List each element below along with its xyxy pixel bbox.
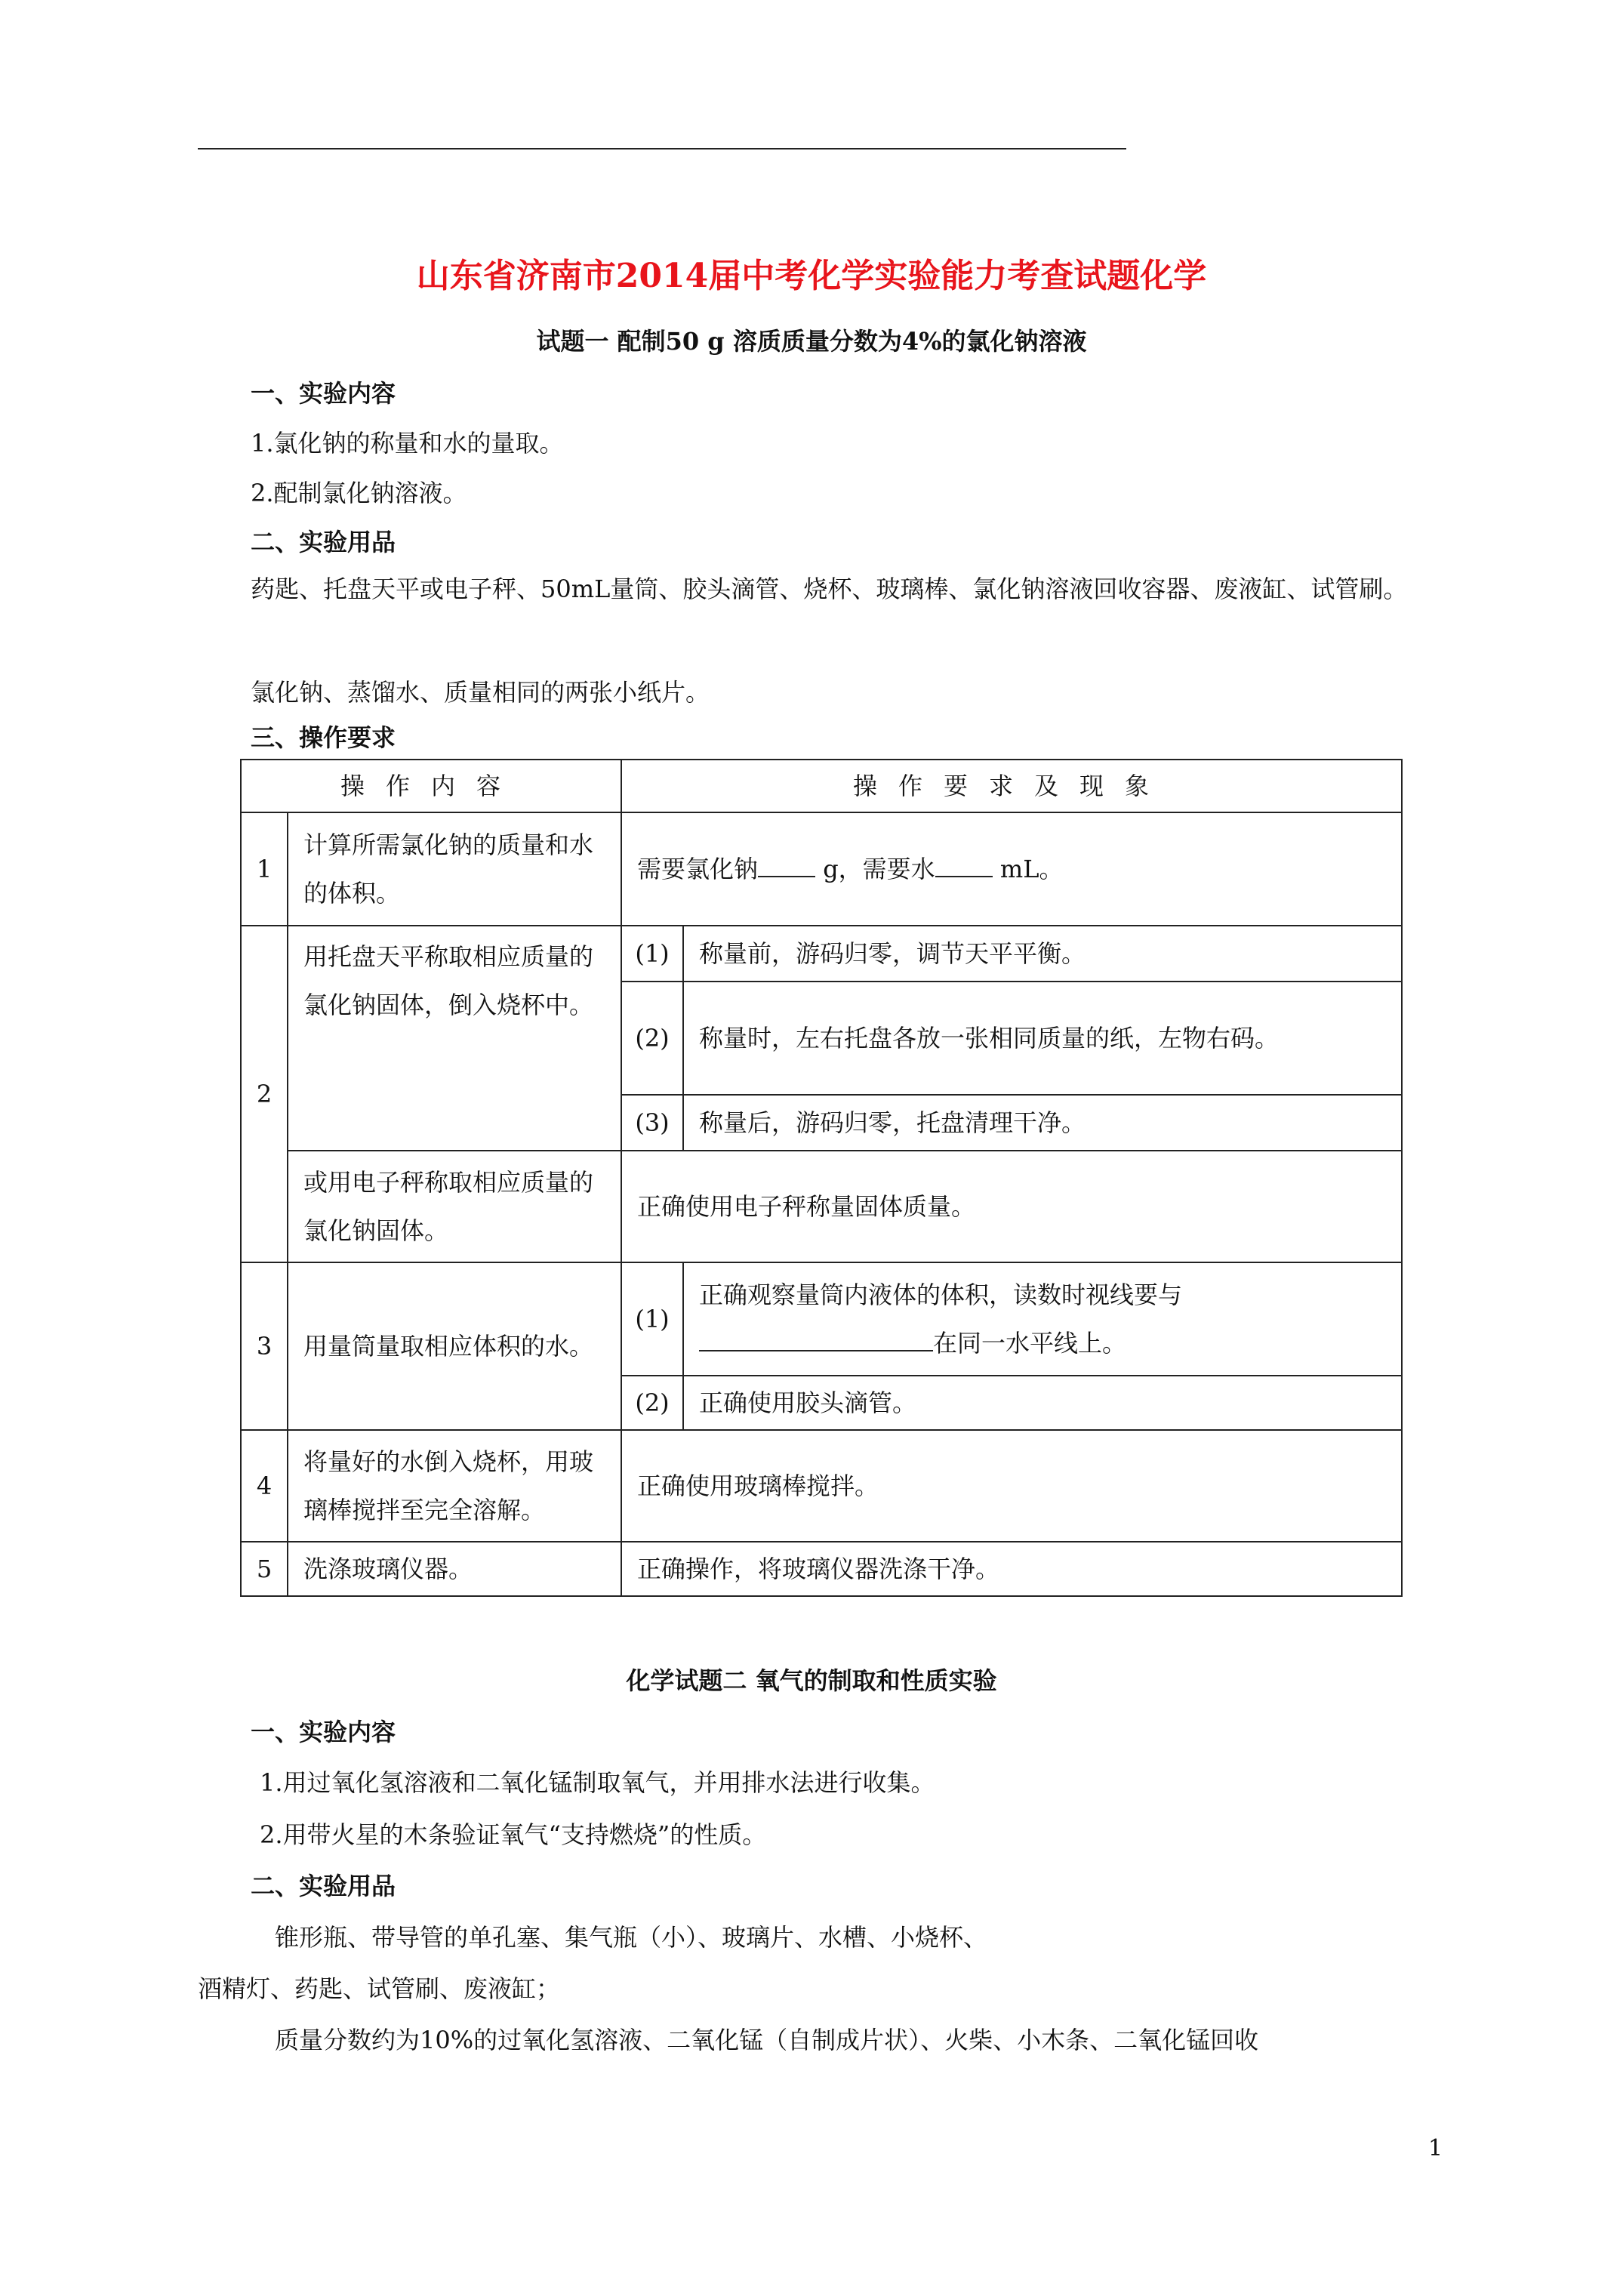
exam2-item-1: 1.用过氧化氢溶液和二氧化锰制取氧气，并用排水法进行收集。 [260,1768,935,1797]
table-row [241,812,1402,926]
exam1-section1-heading: 一、实验内容 [251,379,396,408]
row-number: 1 [241,812,288,926]
sub-label: (2) [621,982,683,1095]
sub-requirement: 称量时，左右托盘各放一张相同质量的纸，左物右码。 [683,982,1402,1095]
row-content: 或用电子秤称取相应质量的氯化钠固体。 [288,1151,621,1262]
exam1-title: 试题一 配制50 g 溶质质量分数为4%的氯化钠溶液 [536,327,1087,356]
req-text: mL。 [992,855,1064,883]
exam2-reagents: 质量分数约为10%的过氧化氢溶液、二氧化锰（自制成片状）、火柴、小木条、二氧化锰回收 [275,2026,1259,2054]
row-content: 用量筒量取相应体积的水。 [288,1262,621,1430]
sub-label: (3) [621,1095,683,1151]
row-requirement: 正确使用玻璃棒搅拌。 [621,1430,1402,1542]
header-rule [198,148,1126,149]
table-row [241,1151,1402,1262]
sub-label: (1) [621,1262,683,1376]
table-header-row [241,760,1402,812]
exam2-section1-heading: 一、实验内容 [251,1718,396,1746]
fill-blank [935,849,993,877]
page-number: 1 [1428,2135,1443,2162]
table-header-content: 操作内容 [241,760,621,812]
row-number: 4 [241,1430,288,1542]
req-text: g，需要水 [815,855,935,883]
req-text: 需要氯化钠 [637,855,759,883]
document-title: 山东省济南市2014届中考化学实验能力考查试题化学 [416,257,1207,295]
table-row [241,1430,1402,1542]
exam1-item-2: 2.配制氯化钠溶液。 [251,479,467,507]
exam1-equipment: 药匙、托盘天平或电子秤、50mL量筒、胶头滴管、烧杯、玻璃棒、氯化钠溶液回收容器、废液缸、试管刷。 [251,575,1408,603]
sub-requirement: 称量后，游码归零，托盘清理干净。 [683,1095,1402,1151]
exam2-title: 化学试题二 氧气的制取和性质实验 [626,1666,997,1695]
exam1-section2-heading: 二、实验用品 [251,528,396,556]
row-content: 计算所需氯化钠的质量和水的体积。 [288,812,621,926]
exam2-item-2: 2.用带火星的木条验证氧气“支持燃烧”的性质。 [260,1820,767,1849]
table-header-requirements: 操作要求及现象 [621,760,1402,812]
operation-table [240,759,1403,1597]
fill-blank [699,1323,933,1351]
row-requirement [621,812,1402,926]
exam1-reagents: 氯化钠、蒸馏水、质量相同的两张小纸片。 [251,678,710,707]
row-number: 3 [241,1262,288,1430]
exam2-equipment-line1: 锥形瓶、带导管的单孔塞、集气瓶（小）、玻璃片、水槽、小烧杯、 [275,1923,988,1952]
row-number: 2 [241,926,288,1262]
sub-requirement [683,1262,1402,1376]
fill-blank [758,849,815,877]
sub-label: (1) [621,926,683,982]
row-requirement: 正确操作，将玻璃仪器洗涤干净。 [621,1542,1402,1596]
sub-requirement: 正确使用胶头滴管。 [683,1376,1402,1430]
table-row [241,926,1402,982]
row-requirement: 正确使用电子秤称量固体质量。 [621,1151,1402,1262]
req-text: 正确观察量筒内液体的体积，读数时视线要与 [699,1281,1183,1309]
exam1-item-1: 1.氯化钠的称量和水的量取。 [251,429,564,458]
exam2-equipment-line2: 酒精灯、药匙、试管刷、废液缸； [198,1974,561,2003]
req-text: 在同一水平线上。 [933,1329,1127,1358]
sub-requirement: 称量前，游码归零，调节天平平衡。 [683,926,1402,982]
table-row [241,1262,1402,1376]
table-row [241,1542,1402,1596]
exam1-section3-heading: 三、操作要求 [251,723,396,752]
exam2-section2-heading: 二、实验用品 [251,1872,396,1900]
row-number: 5 [241,1542,288,1596]
row-content: 用托盘天平称取相应质量的氯化钠固体，倒入烧杯中。 [288,926,621,1151]
sub-label: (2) [621,1376,683,1430]
row-content: 洗涤玻璃仪器。 [288,1542,621,1596]
row-content: 将量好的水倒入烧杯，用玻璃棒搅拌至完全溶解。 [288,1430,621,1542]
